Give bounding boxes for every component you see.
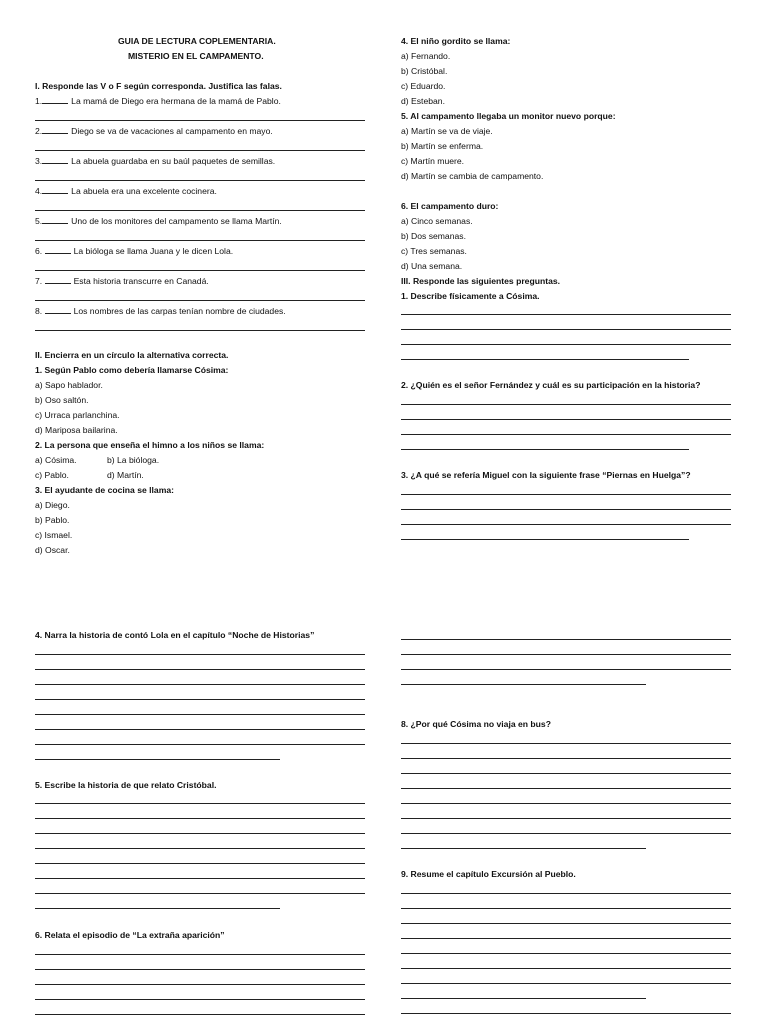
- mc-option[interactable]: b) Oso saltón.: [35, 395, 89, 405]
- mc-option[interactable]: d) Esteban.: [401, 96, 445, 106]
- question-8-bus: 8. ¿Por qué Cósima no viaja en bus?: [401, 719, 551, 729]
- tf-item-text: Diego se va de vacaciones al campamento en mayo.: [71, 126, 273, 136]
- answer-line[interactable]: [35, 893, 365, 894]
- mc-option[interactable]: a) Sapo hablador.: [35, 380, 103, 390]
- mc-option[interactable]: a) Martín se va de viaje.: [401, 126, 493, 136]
- answer-line[interactable]: [401, 953, 731, 954]
- answer-line[interactable]: [401, 449, 689, 450]
- mc-option[interactable]: a) Diego.: [35, 500, 70, 510]
- mc-option[interactable]: b) Pablo.: [35, 515, 70, 525]
- answer-line[interactable]: [35, 954, 365, 955]
- tf-item-7: [35, 276, 209, 286]
- answer-line[interactable]: [401, 509, 731, 510]
- answer-line[interactable]: [35, 714, 365, 715]
- tf-item-6: [35, 246, 233, 256]
- mc-option[interactable]: d) Mariposa bailarina.: [35, 425, 118, 435]
- mc-question-1: 1. Según Pablo como debería llamarse Cósima:: [35, 365, 229, 375]
- section-3-heading: III. Responde las siguientes preguntas.: [401, 276, 561, 286]
- mc-option[interactable]: c) Martín muere.: [401, 156, 465, 166]
- mc-option[interactable]: c) Pablo.: [35, 470, 69, 480]
- answer-line[interactable]: [401, 524, 731, 525]
- section-1-heading: I. Responde las V o F según corresponda. Justifica las falas.: [35, 81, 282, 91]
- answer-line[interactable]: [35, 969, 365, 970]
- answer-line[interactable]: [35, 818, 365, 819]
- answer-line[interactable]: [401, 329, 731, 330]
- tf-item-2: [35, 126, 273, 136]
- answer-line[interactable]: [35, 699, 365, 700]
- tf-item-number: 1.: [35, 96, 43, 106]
- mc-option[interactable]: b) Martín se enferma.: [401, 141, 484, 151]
- answer-line[interactable]: [401, 494, 731, 495]
- answer-line[interactable]: [35, 654, 365, 655]
- question-3-piernas: 3. ¿A qué se refería Miguel con la siguiente frase “Piernas en Huelga”?: [401, 470, 691, 480]
- tf-item-text: Esta historia transcurre en Canadá.: [73, 276, 209, 286]
- mc-question-6: 6. El campamento duro:: [401, 201, 499, 211]
- answer-line[interactable]: [401, 938, 731, 939]
- answer-line[interactable]: [35, 240, 365, 241]
- answer-line[interactable]: [401, 743, 731, 744]
- answer-blank[interactable]: [42, 126, 68, 134]
- answer-line[interactable]: [35, 330, 365, 331]
- tf-item-8: [35, 306, 286, 316]
- tf-item-text: La abuela guardaba en su baúl paquetes de semillas.: [71, 156, 276, 166]
- answer-line[interactable]: [35, 120, 365, 121]
- title-line-2: MISTERIO EN EL CAMPAMENTO.: [128, 51, 264, 61]
- answer-line[interactable]: [35, 684, 365, 685]
- answer-blank[interactable]: [42, 156, 68, 164]
- tf-item-text: La mamá de Diego era hermana de la mamá de Pablo.: [71, 96, 281, 106]
- answer-line[interactable]: [35, 863, 365, 864]
- mc-option[interactable]: d) Una semana.: [401, 261, 463, 271]
- question-6-relata: 6. Relata el episodio de “La extraña aparición”: [35, 930, 225, 940]
- answer-line[interactable]: [401, 968, 731, 969]
- tf-item-text: Los nombres de las carpas tenían nombre de ciudades.: [73, 306, 286, 316]
- question-1-describe: 1. Describe físicamente a Cósima.: [401, 291, 540, 301]
- mc-option[interactable]: c) Ismael.: [35, 530, 73, 540]
- answer-line[interactable]: [401, 684, 646, 685]
- question-2-fernandez: 2. ¿Quién es el señor Fernández y cuál es su participación en la historia?: [401, 380, 701, 390]
- answer-line[interactable]: [35, 848, 365, 849]
- answer-line[interactable]: [35, 803, 365, 804]
- section-2-heading: II. Encierra en un círculo la alternativa correcta.: [35, 350, 229, 360]
- mc-option[interactable]: a) Cósima.: [35, 455, 77, 465]
- answer-blank[interactable]: [42, 216, 68, 224]
- answer-line[interactable]: [401, 639, 731, 640]
- answer-line[interactable]: [401, 788, 731, 789]
- mc-option[interactable]: b) Cristóbal.: [401, 66, 448, 76]
- answer-line[interactable]: [35, 984, 365, 985]
- answer-line[interactable]: [401, 818, 731, 819]
- answer-line[interactable]: [35, 669, 365, 670]
- mc-question-3: 3. El ayudante de cocina se llama:: [35, 485, 174, 495]
- mc-option[interactable]: d) Martín se cambia de campamento.: [401, 171, 544, 181]
- tf-item-number: 8.: [35, 306, 43, 316]
- tf-item-text: La abuela era una excelente cocinera.: [71, 186, 217, 196]
- answer-line[interactable]: [401, 419, 731, 420]
- answer-line[interactable]: [401, 1013, 731, 1014]
- answer-line[interactable]: [401, 434, 731, 435]
- answer-line[interactable]: [35, 759, 280, 760]
- answer-line[interactable]: [35, 210, 365, 211]
- mc-option[interactable]: c) Urraca parlanchina.: [35, 410, 120, 420]
- answer-line[interactable]: [401, 848, 646, 849]
- tf-item-number: 7.: [35, 276, 43, 286]
- answer-line[interactable]: [35, 729, 365, 730]
- answer-blank[interactable]: [45, 306, 71, 314]
- answer-line[interactable]: [401, 893, 731, 894]
- tf-item-text: La bióloga se llama Juana y le dicen Lola.: [73, 246, 234, 256]
- answer-line[interactable]: [401, 404, 731, 405]
- title-line-1: GUIA DE LECTURA COPLEMENTARIA.: [118, 36, 276, 46]
- answer-line[interactable]: [401, 998, 646, 999]
- answer-blank[interactable]: [45, 246, 71, 254]
- mc-option[interactable]: d) Oscar.: [35, 545, 70, 555]
- question-4-narra: 4. Narra la historia de contó Lola en el capítulo “Noche de Historias”: [35, 630, 315, 640]
- answer-line[interactable]: [35, 180, 365, 181]
- answer-line[interactable]: [35, 300, 365, 301]
- tf-item-number: 2.: [35, 126, 43, 136]
- answer-line[interactable]: [401, 654, 731, 655]
- answer-line[interactable]: [401, 923, 731, 924]
- mc-option[interactable]: a) Fernando.: [401, 51, 451, 61]
- mc-option[interactable]: c) Tres semanas.: [401, 246, 467, 256]
- answer-line[interactable]: [35, 908, 280, 909]
- answer-line[interactable]: [35, 999, 365, 1000]
- answer-line[interactable]: [35, 833, 365, 834]
- tf-item-1: [35, 96, 281, 106]
- answer-line[interactable]: [401, 803, 731, 804]
- tf-item-3: [35, 156, 275, 166]
- answer-line[interactable]: [35, 150, 365, 151]
- question-9-excursion: 9. Resume el capítulo Excursión al Pueblo.: [401, 869, 576, 879]
- answer-blank[interactable]: [42, 96, 68, 104]
- answer-line[interactable]: [35, 878, 365, 879]
- answer-line[interactable]: [401, 539, 689, 540]
- answer-line[interactable]: [401, 833, 731, 834]
- answer-line[interactable]: [401, 359, 689, 360]
- answer-line[interactable]: [35, 1014, 365, 1015]
- answer-line[interactable]: [35, 744, 365, 745]
- tf-item-number: 3.: [35, 156, 43, 166]
- tf-item-number: 5.: [35, 216, 43, 226]
- answer-blank[interactable]: [42, 186, 68, 194]
- answer-line[interactable]: [401, 983, 731, 984]
- mc-question-5: 5. Al campamento llegaba un monitor nuevo porque:: [401, 111, 616, 121]
- answer-blank[interactable]: [45, 276, 71, 284]
- answer-line[interactable]: [35, 270, 365, 271]
- mc-option[interactable]: b) Dos semanas.: [401, 231, 466, 241]
- mc-question-4: 4. El niño gordito se llama:: [401, 36, 511, 46]
- question-5-escribe: 5. Escribe la historia de que relato Cristóbal.: [35, 780, 217, 790]
- answer-line[interactable]: [401, 773, 731, 774]
- tf-item-5: [35, 216, 282, 226]
- mc-option[interactable]: d) Martín.: [107, 470, 144, 480]
- answer-line[interactable]: [401, 758, 731, 759]
- tf-item-4: [35, 186, 217, 196]
- answer-line[interactable]: [401, 908, 731, 909]
- answer-line[interactable]: [401, 344, 731, 345]
- mc-option[interactable]: c) Eduardo.: [401, 81, 446, 91]
- tf-item-number: 6.: [35, 246, 43, 256]
- tf-item-number: 4.: [35, 186, 43, 196]
- mc-option[interactable]: b) La bióloga.: [107, 455, 160, 465]
- tf-item-text: Uno de los monitores del campamento se llama Martín.: [71, 216, 282, 226]
- mc-question-2: 2. La persona que enseña el himno a los niños se llama:: [35, 440, 265, 450]
- answer-line[interactable]: [401, 314, 731, 315]
- answer-line[interactable]: [401, 669, 731, 670]
- mc-option[interactable]: a) Cinco semanas.: [401, 216, 473, 226]
